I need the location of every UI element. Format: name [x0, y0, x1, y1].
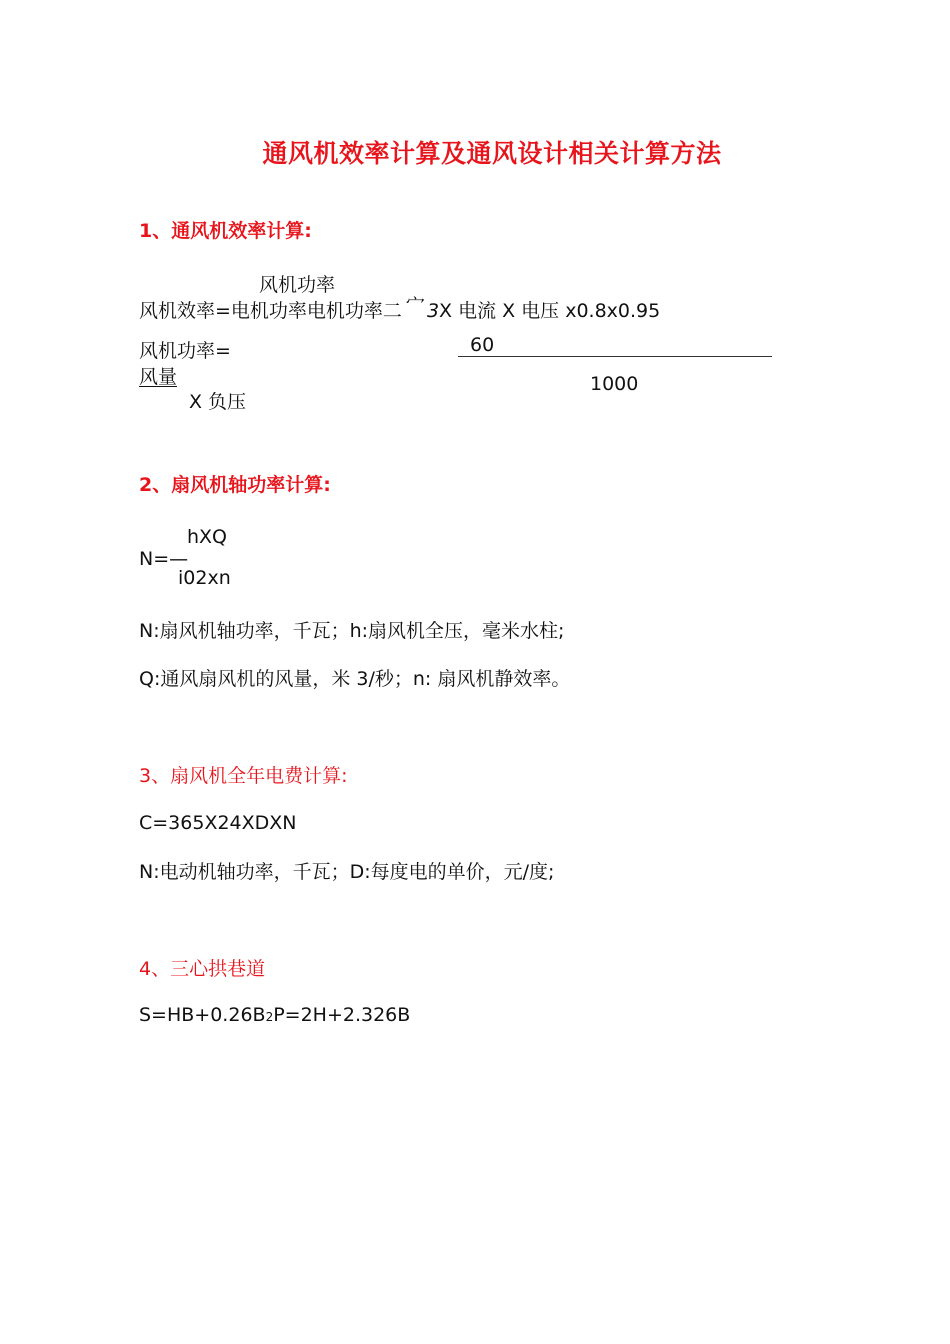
shaft-power-denominator: i02xn — [178, 567, 231, 589]
value-1000: 1000 — [590, 373, 639, 395]
section3-heading: 3、扇风机全年电费计算: — [139, 765, 348, 787]
section4-formula — [139, 1006, 410, 1025]
section2-note1: N:扇风机轴功率，千瓦；h:扇风机全压，毫米水柱; — [139, 620, 565, 642]
fan-efficiency-formula — [139, 294, 661, 322]
fraction-divider — [458, 356, 772, 357]
section3-note: N:电动机轴功率，千瓦；D:每度电的单价，元/度; — [139, 861, 555, 883]
section2-heading: 2、扇风机轴功率计算: — [139, 474, 331, 496]
section3-formula: C=365X24XDXN — [139, 812, 297, 834]
page-title: 通风机效率计算及通风设计相关计算方法 — [262, 139, 722, 168]
formula-glyph: 宀 — [405, 294, 425, 316]
section4-formula-b: P=2H+2.326B — [273, 1004, 411, 1026]
section4-formula-subscript: 2 — [265, 1010, 274, 1024]
section4-heading: 4、三心拱巷道 — [139, 958, 266, 980]
fan-power-numerator: 风机功率 — [259, 274, 336, 296]
formula-suffix: X 电流 X 电压 x0.8x0.95 — [439, 300, 661, 322]
formula-prefix: 风机效率=电机功率电机功率二 — [139, 300, 402, 322]
value-60: 60 — [470, 334, 495, 356]
negative-pressure-term: X 负压 — [189, 391, 247, 413]
air-volume-label: 风量 — [139, 366, 178, 388]
section2-note2: Q:通风扇风机的风量，米 3/秒；n: 扇风机静效率。 — [139, 668, 571, 690]
shaft-power-lhs: N=— — [139, 548, 189, 570]
fan-power-label: 风机功率= — [139, 340, 231, 362]
section4-formula-a: S=HB+0.26B — [139, 1004, 266, 1026]
formula-sqrt: 3 — [426, 300, 440, 322]
section1-heading: 1、通风机效率计算: — [139, 220, 312, 242]
shaft-power-numerator: hXQ — [187, 526, 228, 548]
